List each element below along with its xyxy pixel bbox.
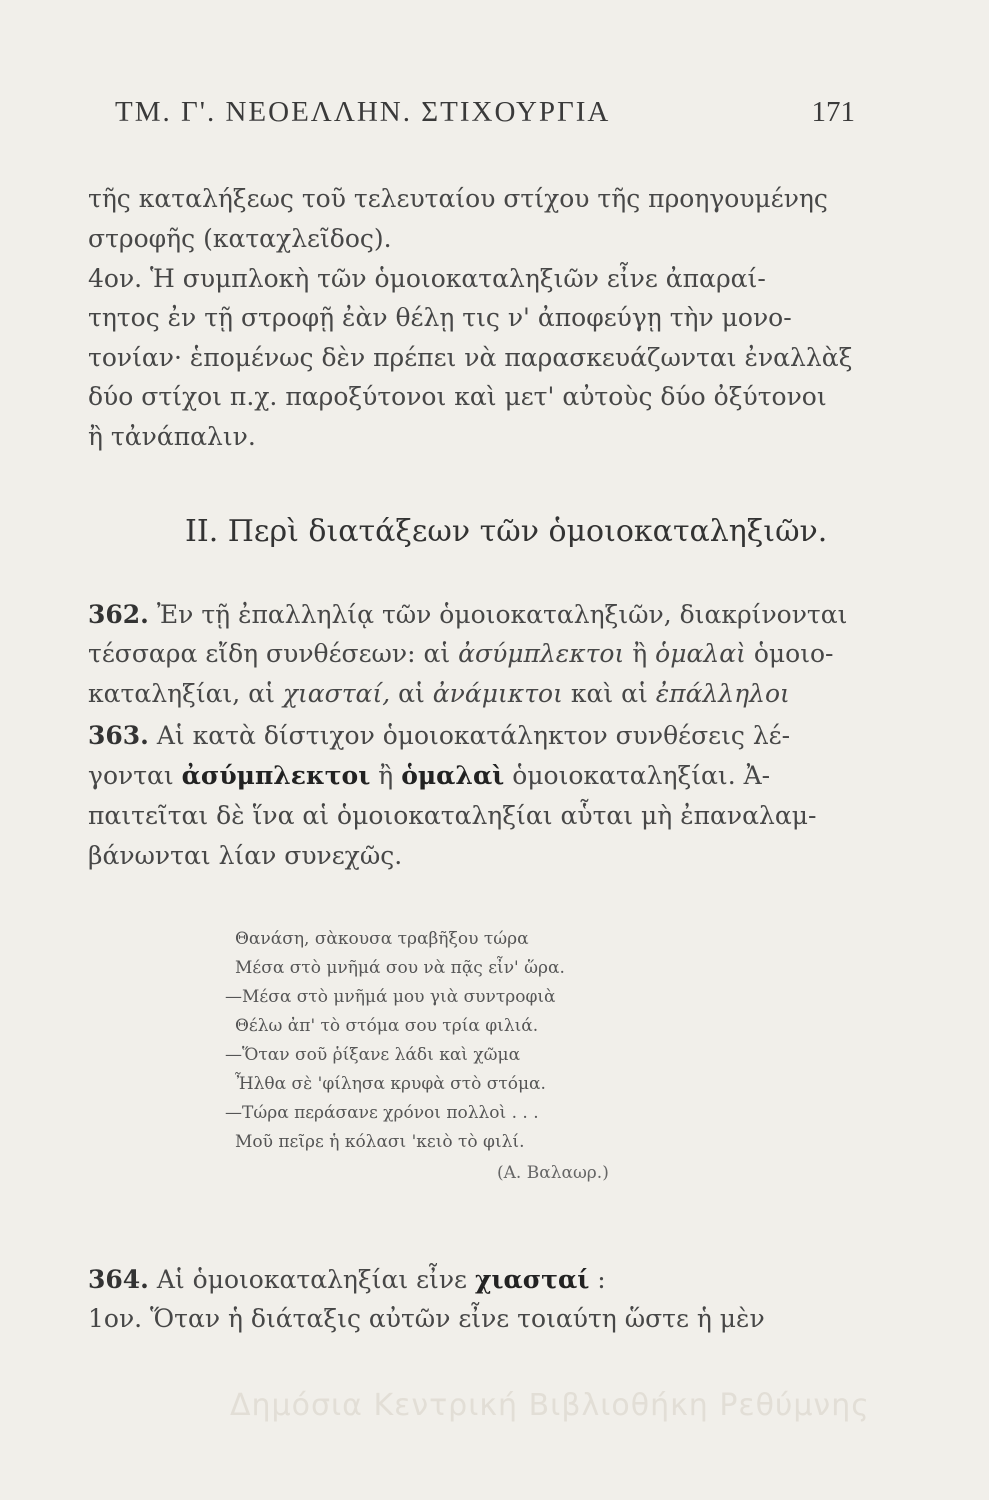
- text-line: 4ον. Ἡ συμπλοκὴ τῶν ὁμοιοκαταληξιῶν εἶνε ἀπαραί-: [88, 264, 766, 293]
- bold-term: ἀσύμπλεκτοι: [181, 761, 371, 790]
- bold-term: ὁμαλαὶ: [401, 761, 505, 790]
- italic-term: ἀνάμικτοι: [432, 679, 563, 708]
- paragraph-362-line: [88, 636, 858, 672]
- italic-term: ἐπάλληλοι: [655, 679, 790, 708]
- text-span: Αἱ ὁμοιοκαταληξίαι εἶνε: [156, 1265, 475, 1294]
- text-span: καταληξίαι, αἱ: [88, 679, 283, 708]
- paragraph-363-line: [88, 758, 858, 794]
- paragraph-363-line: βάνωνται λίαν συνεχῶς.: [88, 841, 403, 870]
- poem-line: —Ὅταν σοῦ ῥίξανε λάδι καὶ χῶμα: [225, 1045, 521, 1065]
- poem-line: —Μέσα στὸ μνῆμά μου γιὰ συντροφιὰ: [225, 987, 556, 1007]
- text-span: γονται: [88, 761, 182, 790]
- text-line: δύο στίχοι π.χ. παροξύτονοι καὶ μετ' αὐτοὺς δύο ὀξύτονοι: [88, 382, 827, 411]
- poem-line: —Τώρα περάσανε χρόνοι πολλοὶ . . .: [225, 1103, 539, 1123]
- text-span: ἢ: [624, 639, 656, 668]
- text-line: τητος ἐν τῇ στροφῇ ἐὰν θέλῃ τις ν' ἀποφεύγῃ τὴν μονο-: [88, 303, 792, 332]
- poem-line: Μέσα στὸ μνῆμά σου νὰ πᾷς εἶν' ὥρα.: [235, 958, 565, 978]
- text-span: τέσσαρα εἴδη συνθέσεων: αἱ: [88, 639, 459, 668]
- paragraph-number: 364.: [88, 1265, 149, 1294]
- text-span: ὁμοιοκαταληξίαι. Ἀ-: [504, 761, 771, 790]
- text-span: Ἐν τῇ ἐπαλληλίᾳ τῶν ὁμοιοκαταληξιῶν, διακρίνονται: [156, 600, 848, 629]
- poem-line: Θανάση, σὰκουσα τραβῆξου τώρα: [235, 929, 529, 949]
- italic-term: ὁμαλαὶ: [655, 639, 746, 668]
- poem-line: Ἦλθα σὲ 'φίλησα κρυφὰ στὸ στόμα.: [235, 1074, 546, 1094]
- italic-term: χιασταί,: [282, 679, 391, 708]
- text-line: τῆς καταλήξεως τοῦ τελευταίου στίχου τῆς προηγουμένης: [88, 184, 828, 213]
- paragraph-362-line: [88, 676, 858, 712]
- library-watermark: Δημόσια Κεντρική Βιβλιοθήκη Ρεθύμνης: [230, 1388, 870, 1423]
- text-span: καὶ αἱ: [562, 679, 656, 708]
- page-number: 171: [811, 96, 855, 128]
- bold-term: χιασταί: [474, 1265, 590, 1294]
- paragraph-363-line: [88, 718, 858, 754]
- italic-term: ἀσύμπλεκτοι: [458, 639, 625, 668]
- running-header: [115, 96, 855, 129]
- text-span: ἢ: [370, 761, 402, 790]
- poem-attribution: (Α. Βαλαωρ.): [497, 1163, 609, 1183]
- text-span: ὁμοιο-: [745, 639, 834, 668]
- text-line: ἢ τἀνάπαλιν.: [88, 422, 256, 451]
- poem-quotation: [225, 925, 565, 1157]
- section-heading: ΙΙ. Περὶ διατάξεων τῶν ὁμοιοκαταληξιῶν.: [185, 514, 828, 549]
- text-line: στροφῆς (καταχλεῖδος).: [88, 224, 392, 253]
- paragraph-362-line: [88, 597, 858, 633]
- text-span: Αἱ κατὰ δίστιχον ὁμοιοκατάληκτον συνθέσεις λέ-: [156, 721, 791, 750]
- running-title: ΤΜ. Γ'. ΝΕΟΕΛΛΗΝ. ΣΤΙΧΟΥΡΓΙΑ: [115, 96, 611, 128]
- text-span: αἱ: [390, 679, 433, 708]
- paragraph-364-line: [88, 1262, 858, 1298]
- paragraph-number: 363.: [88, 721, 149, 750]
- text-span: :: [589, 1265, 606, 1294]
- paragraph-364-line: 1ον. Ὅταν ἡ διάταξις αὐτῶν εἶνε τοιαύτη ὥστε ἡ μὲν: [88, 1304, 765, 1333]
- poem-line: Μοῦ πεῖρε ἡ κόλασι 'κειὸ τὸ φιλί.: [235, 1132, 525, 1152]
- paragraph-number: 362.: [88, 600, 149, 629]
- paragraph-363-line: παιτεῖται δὲ ἵνα αἱ ὁμοιοκαταληξίαι αὗται μὴ ἐπαναλαμ-: [88, 801, 817, 830]
- text-line: τονίαν· ἑπομένως δὲν πρέπει νὰ παρασκευάζωνται ἐναλλὰξ: [88, 343, 853, 372]
- poem-line: Θέλω ἀπ' τὸ στόμα σου τρία φιλιά.: [235, 1016, 539, 1036]
